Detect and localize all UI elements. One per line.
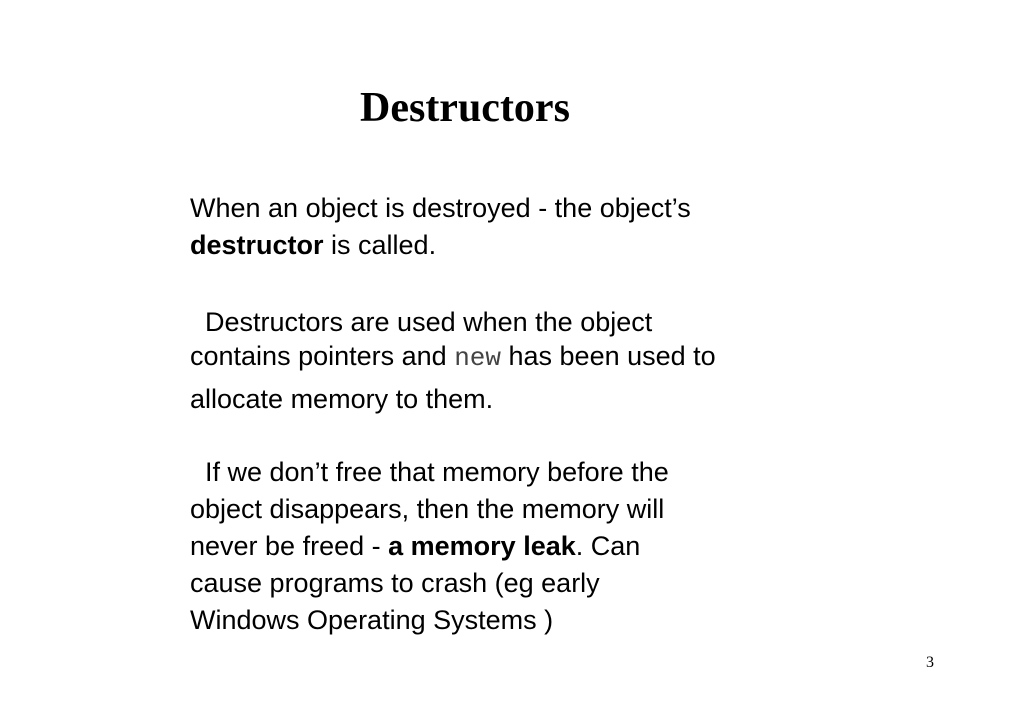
paragraph-destructor-definition <box>190 190 830 264</box>
text-fragment: . Can <box>575 531 641 561</box>
paragraph-line: object disappears, then the memory will <box>190 494 665 524</box>
text-fragment: has been used to <box>501 341 716 371</box>
paragraph-line: Destructors are used when the object <box>205 307 653 337</box>
slide-title: Destructors <box>360 85 570 131</box>
text-fragment: contains pointers and <box>190 341 455 371</box>
text-fragment: is called. <box>323 230 437 260</box>
paragraph-line <box>190 528 830 565</box>
text-fragment: never be freed - <box>190 531 389 561</box>
bold-term-destructor: destructor <box>190 230 324 260</box>
paragraph-line: allocate memory to them. <box>190 384 494 414</box>
paragraph-line: cause programs to crash (eg early <box>190 568 600 598</box>
page-number: 3 <box>926 654 934 671</box>
paragraph-destructor-usage <box>190 304 830 418</box>
code-keyword-new: new <box>454 343 501 373</box>
paragraph-line: If we don’t free that memory before the <box>205 457 669 487</box>
bold-term-memory-leak: a memory leak <box>388 531 576 561</box>
paragraph-line <box>190 227 830 264</box>
paragraph-line: Windows Operating Systems ) <box>190 605 554 635</box>
paragraph-line <box>190 338 830 377</box>
paragraph-line: When an object is destroyed - the object’s <box>190 193 691 223</box>
paragraph-memory-leak <box>190 454 830 639</box>
